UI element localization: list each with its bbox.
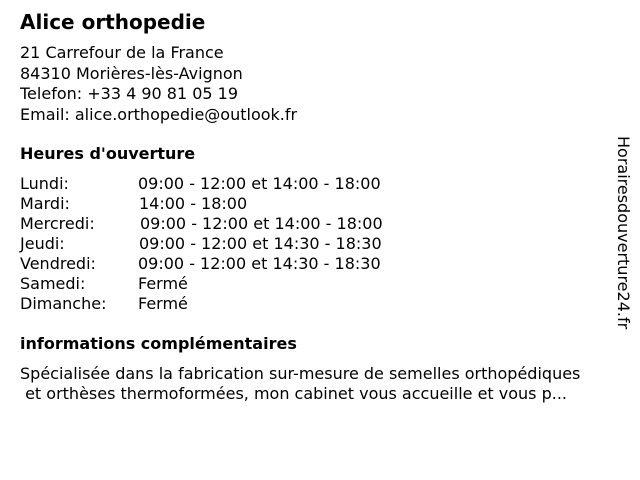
email-address: Email: alice.orthopedie@outlook.fr [20, 104, 298, 124]
description-text [20, 364, 630, 404]
time-value: 09:00 - 12:00 et 14:00 - 18:00 [140, 214, 383, 233]
address-city: 84310 Morières-lès-Avignon [20, 63, 243, 83]
watermark-text: Horairesdouverture24.fr [614, 136, 633, 330]
time-value: Fermé [138, 274, 188, 293]
business-name: Alice orthopedie [20, 10, 206, 34]
description-line-1: Spécialisée dans la fabrication sur-mesure de semelles orthopédiques [20, 364, 581, 383]
day-label: Vendredi: [20, 254, 96, 273]
time-value: Fermé [138, 294, 188, 313]
day-label: Jeudi: [20, 234, 65, 253]
day-label: Dimanche: [20, 294, 107, 313]
time-value: 09:00 - 12:00 et 14:30 - 18:30 [138, 254, 381, 273]
time-value: 09:00 - 12:00 et 14:00 - 18:00 [138, 174, 381, 193]
hours-heading: Heures d'ouverture [20, 144, 196, 163]
day-label: Samedi: [20, 274, 86, 293]
day-label: Mercredi: [20, 214, 95, 233]
address-street: 21 Carrefour de la France [20, 43, 224, 62]
info-heading: informations complémentaires [20, 334, 297, 353]
time-value: 14:00 - 18:00 [139, 194, 248, 213]
day-label: Mardi: [20, 194, 70, 213]
watermark [612, 136, 634, 346]
time-value: 09:00 - 12:00 et 14:30 - 18:30 [139, 234, 382, 253]
phone-number: Telefon: +33 4 90 81 05 19 [20, 84, 239, 103]
description-line-2: et orthèses thermoformées, mon cabinet vous accueille et vous p... [20, 384, 567, 403]
contact-block [20, 43, 297, 125]
day-label: Lundi: [20, 174, 69, 193]
